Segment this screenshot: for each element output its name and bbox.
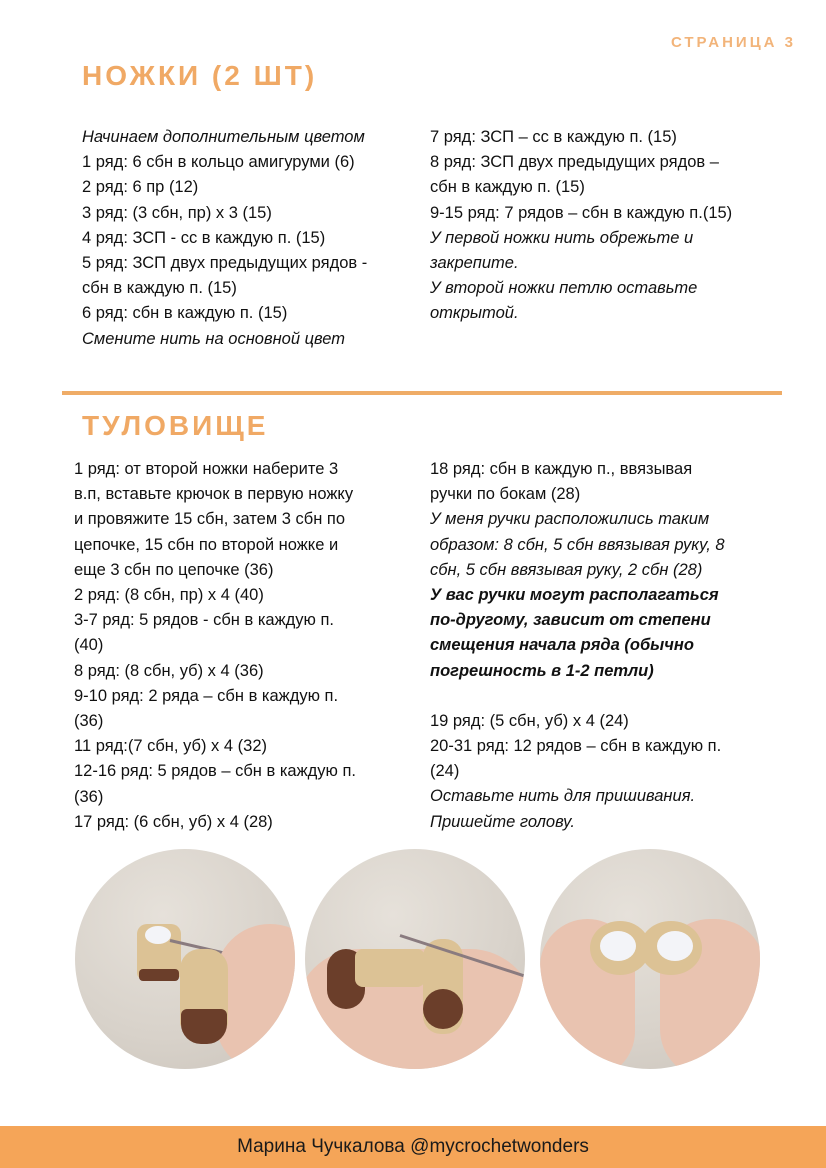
pattern-line: 1 ряд: 6 сбн в кольцо амигуруми (6) bbox=[82, 153, 355, 172]
pattern-line: ручки по бокам (28) bbox=[430, 485, 581, 504]
pattern-line: 9-15 ряд: 7 рядов – сбн в каждую п.(15) bbox=[430, 203, 733, 222]
pattern-line: и провяжите 15 сбн, затем 3 сбн по bbox=[74, 510, 346, 529]
legs-left-column bbox=[82, 125, 412, 352]
pattern-line: (40) bbox=[74, 636, 104, 655]
leg-sole bbox=[139, 969, 179, 981]
pattern-line: сбн в каждую п. (15) bbox=[82, 279, 237, 298]
pattern-line: 20-31 ряд: 12 рядов – сбн в каждую п. bbox=[430, 737, 722, 756]
pattern-line: 8 ряд: ЗСП двух предыдущих рядов – bbox=[430, 153, 719, 172]
legs-right-column bbox=[430, 125, 780, 327]
second-leg-sole bbox=[181, 1009, 227, 1044]
pattern-line: 1 ряд: от второй ножки наберите 3 bbox=[74, 460, 339, 478]
body-left-column bbox=[74, 457, 414, 835]
pattern-line: 11 ряд:(7 сбн, уб) х 4 (32) bbox=[74, 737, 267, 756]
pattern-line: 19 ряд: (5 сбн, уб) х 4 (24) bbox=[430, 711, 629, 730]
pattern-line: 8 ряд: (8 сбн, уб) х 4 (36) bbox=[74, 661, 264, 680]
stuffing bbox=[145, 926, 171, 944]
footer-author-bar bbox=[0, 1126, 826, 1168]
section-divider bbox=[62, 391, 782, 395]
pattern-line: 5 ряд: ЗСП двух предыдущих рядов - bbox=[82, 254, 368, 273]
pattern-line: 6 ряд: сбн в каждую п. (15) bbox=[82, 304, 288, 323]
stuffing-right bbox=[657, 931, 693, 961]
pattern-line: по-другому, зависит от степени bbox=[430, 611, 711, 630]
pattern-line: погрешность в 1-2 петли) bbox=[430, 661, 654, 680]
pattern-line: У меня ручки расположились таким bbox=[430, 510, 710, 529]
legs-section-title: НОЖКИ (2 ШТ) bbox=[82, 60, 318, 91]
pattern-line: образом: 8 сбн, 5 сбн ввязывая руку, 8 bbox=[430, 535, 725, 554]
pattern-line: смещения начала ряда (обычно bbox=[430, 636, 694, 655]
leg-left bbox=[355, 949, 425, 987]
pattern-line: в.п, вставьте крючок в первую ножку bbox=[74, 485, 354, 504]
pattern-line: цепочке, 15 сбн по второй ножке и bbox=[74, 535, 339, 554]
joined-legs-top-photo bbox=[540, 849, 760, 1069]
author-credit: Марина Чучкалова @mycrochetwonders bbox=[237, 1136, 589, 1157]
joining-legs-photo bbox=[305, 849, 525, 1069]
pattern-line: закрепите. bbox=[430, 254, 519, 273]
pattern-line: Смените нить на основной цвет bbox=[82, 329, 346, 348]
body-section-title: ТУЛОВИЩЕ bbox=[82, 410, 269, 441]
pattern-line: Пришейте голову. bbox=[430, 812, 575, 831]
legs-with-hook-photo bbox=[75, 849, 295, 1069]
pattern-line: еще 3 сбн по цепочке (36) bbox=[74, 560, 274, 579]
pattern-line: 7 ряд: ЗСП – сс в каждую п. (15) bbox=[430, 128, 677, 146]
pattern-line: (36) bbox=[74, 787, 104, 806]
leg-sole-right bbox=[423, 989, 463, 1029]
pattern-line: 3-7 ряд: 5 рядов - сбн в каждую п. bbox=[74, 611, 334, 630]
pattern-line: сбн, 5 сбн ввязывая руку, 2 сбн (28) bbox=[430, 560, 703, 579]
pattern-line: (36) bbox=[74, 712, 104, 731]
pattern-line bbox=[430, 684, 780, 709]
pattern-line: 2 ряд: (8 сбн, пр) х 4 (40) bbox=[74, 586, 264, 605]
pattern-line: сбн в каждую п. (15) bbox=[430, 178, 585, 197]
pattern-line: 18 ряд: сбн в каждую п., ввязывая bbox=[430, 460, 693, 478]
pattern-line: Начинаем дополнительным цветом bbox=[82, 128, 365, 146]
pattern-line: 3 ряд: (3 сбн, пр) х 3 (15) bbox=[82, 203, 272, 222]
stuffing-left bbox=[600, 931, 636, 961]
pattern-line: Оставьте нить для пришивания. bbox=[430, 787, 696, 806]
page-number-label: СТРАНИЦА 3 bbox=[670, 34, 796, 51]
body-right-column bbox=[430, 457, 780, 835]
pattern-line: 12-16 ряд: 5 рядов – сбн в каждую п. bbox=[74, 762, 357, 781]
pattern-line: У второй ножки петлю оставьте bbox=[430, 279, 698, 298]
pattern-line: 2 ряд: 6 пр (12) bbox=[82, 178, 199, 197]
pattern-line: открытой. bbox=[430, 304, 519, 323]
pattern-line: У первой ножки нить обрежьте и bbox=[430, 228, 694, 247]
pattern-line: 4 ряд: ЗСП - сс в каждую п. (15) bbox=[82, 228, 326, 247]
pattern-line: (24) bbox=[430, 762, 460, 781]
pattern-line: У вас ручки могут располагаться bbox=[430, 586, 719, 605]
pattern-line: 17 ряд: (6 сбн, уб) х 4 (28) bbox=[74, 812, 273, 831]
pattern-line: 9-10 ряд: 2 ряда – сбн в каждую п. bbox=[74, 686, 339, 705]
